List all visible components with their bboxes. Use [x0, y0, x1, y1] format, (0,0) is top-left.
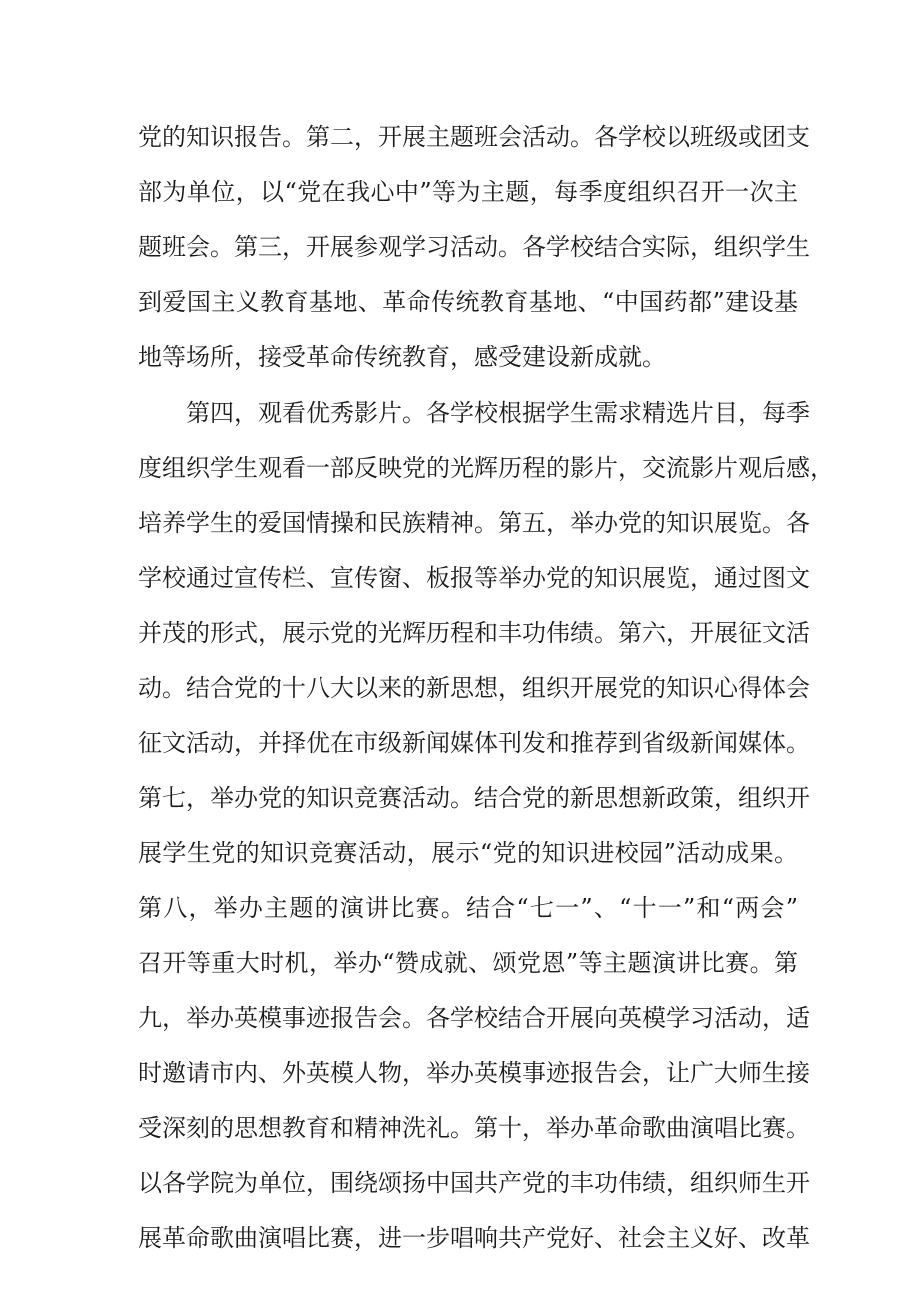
paragraph-2-line-12: 九，举办英模事迹报告会。各学校结合开展向英模学习活动，适: [138, 1004, 810, 1032]
paragraph-1-line-5: 地等场所，接受革命传统教育，感受建设新成就。: [138, 343, 666, 371]
paragraph-2-line-9: 展学生党的知识竞赛活动，展示“党的知识进校园”活动成果。: [138, 839, 798, 867]
paragraph-2-line-15: 以各学院为单位，围绕颂扬中国共产党的丰功伟绩，组织师生开: [138, 1169, 810, 1197]
paragraph-2-line-16: 展革命歌曲演唱比赛，进一步唱响共产党好、社会主义好、改革: [138, 1224, 810, 1252]
paragraph-2-line-11: 召开等重大时机，举办“赞成就、颂党恩”等主题演讲比赛。第: [138, 949, 798, 977]
paragraph-1-line-4: 到爱国主义教育基地、革命传统教育基地、“中国药都”建设基: [138, 288, 798, 316]
paragraph-2-line-3: 培养学生的爱国情操和民族精神。第五，举办党的知识展览。各: [138, 509, 810, 537]
paragraph-2-line-7: 征文活动，并择优在市级新闻媒体刊发和推荐到省级新闻媒体。: [138, 729, 810, 757]
paragraph-2-line-13: 时邀请市内、外英模人物，举办英模事迹报告会，让广大师生接: [138, 1059, 810, 1087]
paragraph-2-line-5: 并茂的形式，展示党的光辉历程和丰功伟绩。第六，开展征文活: [138, 619, 810, 647]
paragraph-2-line-8: 第七，举办党的知识竞赛活动。结合党的新思想新政策，组织开: [138, 784, 810, 812]
paragraph-2-line-6: 动。结合党的十八大以来的新思想，组织开展党的知识心得体会: [138, 674, 810, 702]
paragraph-1-line-3: 题班会。第三，开展参观学习活动。各学校结合实际，组织学生: [138, 233, 810, 261]
paragraph-2-line-2: 度组织学生观看一部反映党的光辉历程的影片，交流影片观后感，: [138, 454, 834, 482]
paragraph-1-line-2: 部为单位，以“党在我心中”等为主题，每季度组织召开一次主: [138, 178, 798, 206]
paragraph-2-line-1: 第四，观看优秀影片。各学校根据学生需求精选片目，每季: [186, 399, 810, 427]
paragraph-1-line-1: 党的知识报告。第二，开展主题班会活动。各学校以班级或团支: [138, 123, 810, 151]
paragraph-2-line-4: 学校通过宣传栏、宣传窗、板报等举办党的知识展览，通过图文: [138, 564, 810, 592]
paragraph-2-line-10: 第八，举办主题的演讲比赛。结合“七一”、“十一”和“两会”: [138, 894, 798, 922]
paragraph-2-line-14: 受深刻的思想教育和精神洗礼。第十，举办革命歌曲演唱比赛。: [138, 1114, 810, 1142]
